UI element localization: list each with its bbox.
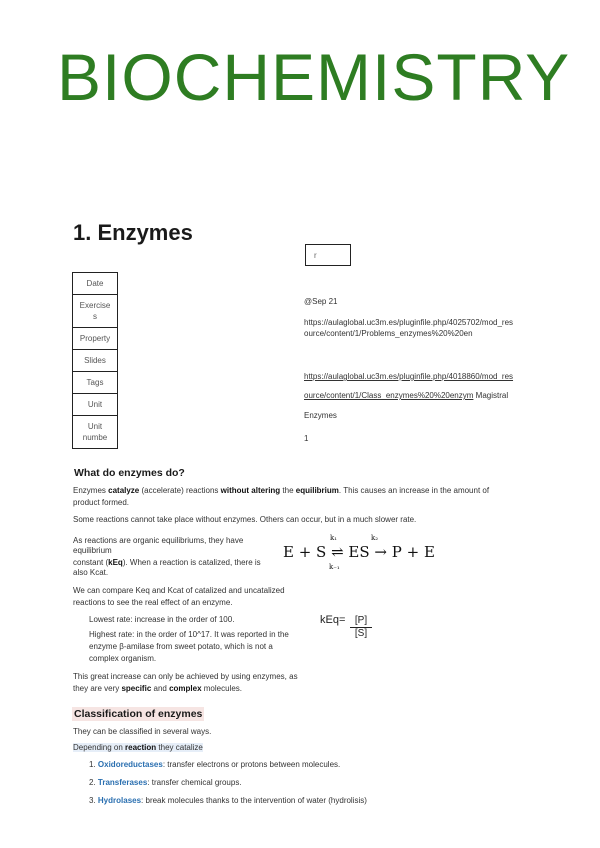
highest-rate-line-2: enzyme β-amilase from sweet potato, which is not a — [89, 642, 273, 651]
heading-what-enzymes-do: What do enzymes do? — [74, 467, 185, 479]
term-oxidoreductases: Oxidoreductases — [97, 760, 163, 769]
slides-tags-line — [304, 390, 508, 402]
property-row — [73, 350, 118, 372]
paragraph-product-formed: product formed. — [73, 498, 130, 507]
highest-rate-line-3: complex organism. — [89, 654, 157, 663]
paragraph-equilibrium-line-2: equilibrium — [73, 546, 112, 555]
property-unit-label: Unit — [73, 394, 118, 416]
paragraph-equilibrium-line-1: As reactions are organic equilibriums, they have — [73, 536, 244, 545]
keq-fraction — [350, 615, 372, 640]
term-transferases: Transferases — [97, 778, 148, 787]
paragraph-compare-line-2: reactions to see the real effect of an enzyme. — [73, 598, 233, 607]
list-item: 1. Oxidoreductases: transfer electrons or protons between molecules. — [89, 760, 341, 769]
property-unit-number-label: Unit numbe — [73, 416, 118, 449]
property-tags-label: Tags — [73, 372, 118, 394]
paragraph-without-enzymes: Some reactions cannot take place without enzymes. Others can occur, but in a much slower rate. — [73, 515, 417, 524]
property-exercises-label: Exercise s — [73, 295, 118, 328]
slides-link-line-1[interactable]: https://aulaglobal.uc3m.es/pluginfile.php/4018860/mod_res — [304, 372, 514, 381]
property-property-label: Property — [73, 328, 118, 350]
keq-denominator: [S] — [354, 628, 368, 639]
k-minus-1-label: k₋₁ — [329, 563, 340, 571]
paragraph-equilibrium-line-3: constant (kEq). When a reaction is catalized, there is — [73, 558, 261, 567]
property-row — [73, 416, 118, 449]
property-value-box[interactable]: r — [305, 244, 351, 266]
paragraph-depending-on: Depending on reaction they catalize — [73, 743, 203, 752]
exercises-link-line-2[interactable]: ource/content/1/Problems_enzymes%20%20en — [304, 329, 473, 338]
tags-value: Magistral — [475, 391, 509, 400]
property-row — [73, 372, 118, 394]
paragraph-classified: They can be classified in several ways. — [73, 727, 212, 736]
unit-number-value: 1 — [304, 434, 309, 443]
property-row — [73, 394, 118, 416]
paragraph-equilibrium-line-4: also Kcat. — [73, 568, 109, 577]
property-date-label: Date — [73, 273, 118, 295]
paragraph-compare-line-1: We can compare Keq and Kcat of catalized and uncatalized — [73, 586, 285, 595]
keq-numerator: [P] — [350, 615, 372, 628]
exercises-link-line-1[interactable]: https://aulaglobal.uc3m.es/pluginfile.php/4025702/mod_res — [304, 318, 514, 327]
keq-label: kEq= — [320, 614, 346, 626]
properties-table — [72, 272, 118, 449]
property-row — [73, 295, 118, 328]
date-value: @Sep 21 — [304, 297, 338, 306]
equation-main: E + S ⇌ ES → P + E — [283, 543, 435, 561]
property-row — [73, 328, 118, 350]
unit-value: Enzymes — [304, 411, 337, 420]
section-title: 1. Enzymes — [73, 220, 193, 245]
k2-label: k₂ — [371, 534, 379, 542]
list-item: 2. Transferases: transfer chemical groups. — [89, 778, 242, 787]
document-title: BIOCHEMISTRY — [57, 40, 571, 114]
list-item: 3. Hydrolases: break molecules thanks to the intervention of water (hydrolisis) — [89, 796, 367, 805]
lowest-rate-item: Lowest rate: increase in the order of 100. — [89, 615, 235, 624]
property-row — [73, 273, 118, 295]
highest-rate-line-1: Highest rate: in the order of 10^17. It was reported in the — [89, 630, 289, 639]
paragraph-great-increase-line-2: they are very specific and complex molecules. — [73, 684, 242, 693]
k1-label: k₁ — [330, 534, 338, 542]
reaction-equation — [283, 534, 443, 574]
heading-classification: Classification of enzymes — [74, 708, 203, 720]
paragraph-great-increase-line-1: This great increase can only be achieved by using enzymes, as — [73, 672, 298, 681]
property-slides-label: Slides — [73, 350, 118, 372]
slides-link-line-2[interactable]: ource/content/1/Class_enzymes%20%20enzym — [304, 391, 474, 400]
term-hydrolases: Hydrolases — [97, 796, 142, 805]
paragraph-enzymes-catalyze: Enzymes catalyze (accelerate) reactions without altering the equilibrium. This causes an increase in the amount of — [73, 486, 490, 495]
